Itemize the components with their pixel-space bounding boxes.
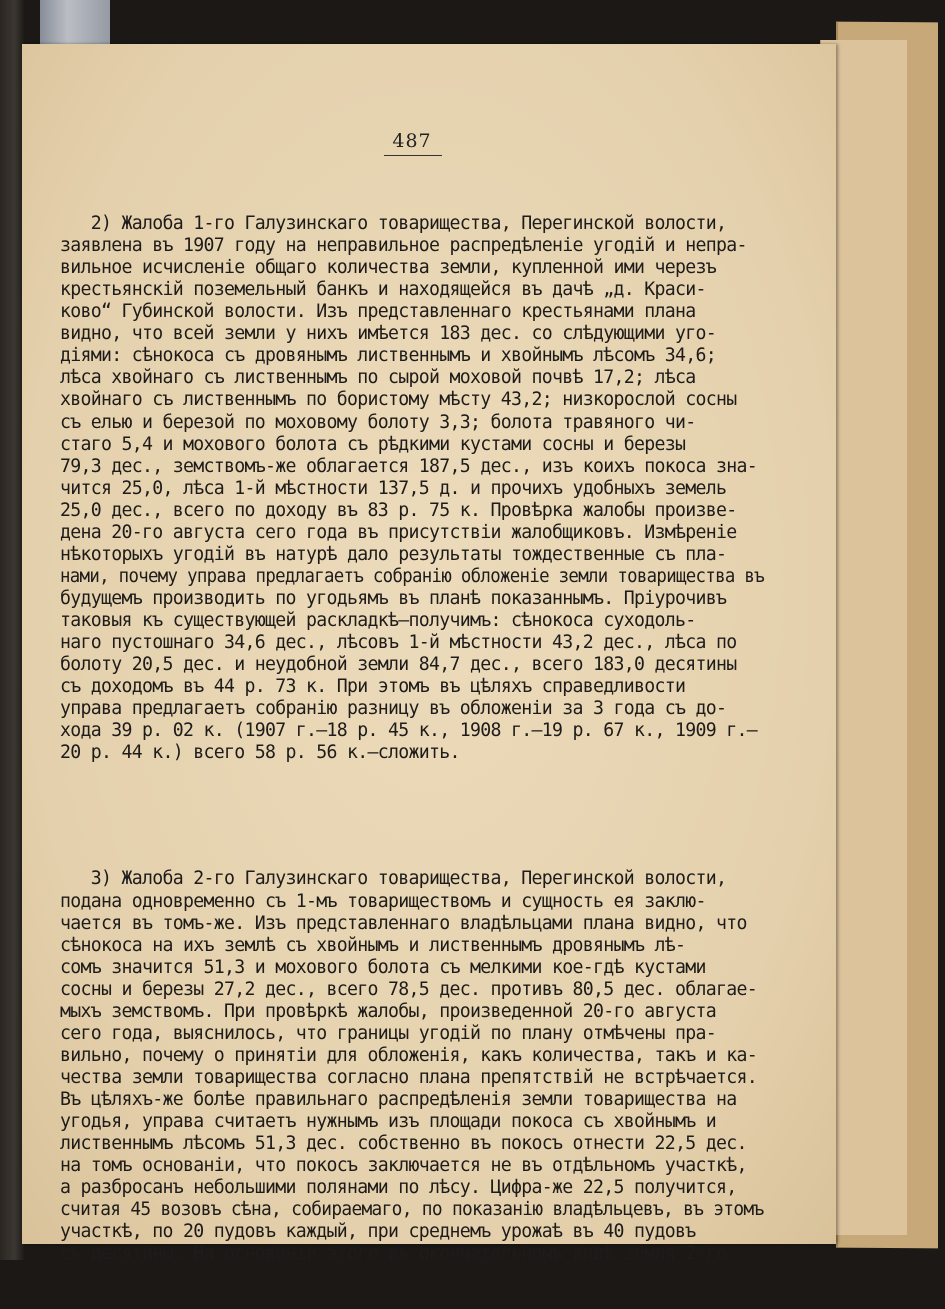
text-line: 20 р. 44 к.) всего 58 р. 56 к.—сложить. bbox=[60, 742, 460, 764]
text-line: сѣнокоса на ихъ землѣ съ хвойнымъ и лиственнымъ дровянымъ лѣ- bbox=[60, 934, 686, 956]
text-line: хода 39 р. 02 к. (1907 г.—18 р. 45 к., 1908 г.—19 р. 67 к., 1909 г.— bbox=[60, 720, 757, 742]
body-text bbox=[60, 169, 764, 1309]
text-line: дена 20-го августа сего года въ присутствіи жалобщиковъ. Измѣреніе bbox=[60, 521, 737, 543]
text-line: сего года, выяснилось, что границы угодій по плану отмѣчены пра- bbox=[60, 1022, 716, 1044]
text-line: съ елью и березой по моховому болоту 3,3; болота травяного чи- bbox=[60, 411, 696, 433]
text-line: угодья, управа считаетъ нужнымъ изъ площади покоса съ хвойнымъ и bbox=[60, 1110, 716, 1132]
paragraph-complaint-3 bbox=[60, 868, 764, 1265]
text-line: мыхъ земствомъ. При провѣркѣ жалобы, произведенной 20-го августа bbox=[60, 1000, 716, 1022]
text-line: стаго 5,4 и мохового болота съ рѣдкими кустами сосны и березы bbox=[60, 433, 686, 455]
text-line: нѣкоторыхъ угодій въ натурѣ дало результаты тождественные съ пла- bbox=[60, 543, 727, 565]
text-line: 3) Жалоба 2-го Галузинскаго товарищества, Перегинской волости, bbox=[60, 868, 727, 890]
text-line: таковыя къ существующей раскладкѣ—получимъ: сѣнокоса суходоль- bbox=[60, 609, 696, 631]
text-line: наго пустошнаго 34,6 дес., лѣсовъ 1-й мѣстности 43,2 дес., лѣса по bbox=[60, 631, 737, 653]
text-line: 2) Жалоба 1-го Галузинскаго товарищества, Перегинской волости, bbox=[60, 213, 727, 235]
text-line: считая 45 возовъ сѣна, собираемаго, по показанію владѣльцевъ, въ этомъ bbox=[60, 1199, 764, 1221]
text-line: крестьянскій поземельный банкъ и находящейся въ дачѣ „д. Краси- bbox=[60, 279, 706, 301]
text-line: съ доходомъ въ 44 р. 73 к. При этомъ въ цѣляхъ справедливости bbox=[60, 676, 686, 698]
text-line: нами, почему управа предлагаетъ собранію обложеніе земли товарищества въ bbox=[60, 565, 764, 587]
text-line: видно, что всей земли у нихъ имѣется 183 дес. со слѣдующими уго- bbox=[60, 323, 716, 345]
text-line: Въ цѣляхъ-же болѣе правильнаго распредѣленія земли товарищества на bbox=[60, 1088, 737, 1110]
text-line: хвойнаго съ лиственнымъ по бористому мѣсту 43,2; низкорослой сосны bbox=[60, 389, 737, 411]
paragraph-complaint-2 bbox=[60, 213, 764, 764]
text-line: лѣса хвойнаго съ лиственнымъ по сырой моховой почвѣ 17,2; лѣса bbox=[60, 367, 696, 389]
text-line: ково“ Губинской волости. Изъ представленнаго крестьянами плана bbox=[60, 301, 696, 323]
text-line: съ десятины. На основаніи этого въ окончательномъ видѣ земля 2-го bbox=[60, 1243, 727, 1265]
page-number: 487 bbox=[22, 130, 802, 152]
text-line: а разбросанъ небольшими полянами по лѣсу. Цифра-же 22,5 получится, bbox=[60, 1177, 737, 1199]
document-page bbox=[22, 44, 836, 1265]
text-line: на томъ основаніи, что покосъ заключается не въ отдѣльномъ участкѣ, bbox=[60, 1155, 747, 1177]
text-line: подана одновременно съ 1-мъ товариществомъ и сущность ея заклю- bbox=[60, 890, 706, 912]
text-line: сомъ значится 51,3 и мохового болота съ мелкими кое-гдѣ кустами bbox=[60, 956, 706, 978]
text-line: 25,0 дес., всего по доходу въ 83 р. 75 к. Провѣрка жалобы произве- bbox=[60, 499, 737, 521]
text-line: чается въ томъ-же. Изъ представленнаго владѣльцами плана видно, что bbox=[60, 912, 747, 934]
text-line: 79,3 дес., земствомъ-же облагается 187,5 дес., изъ коихъ покоса зна- bbox=[60, 455, 757, 477]
text-line: управа предлагаетъ собранію разницу въ обложеніи за 3 года съ до- bbox=[60, 698, 727, 720]
text-line: чится 25,0, лѣса 1-й мѣстности 137,5 д. и прочихъ удобныхъ земель bbox=[60, 477, 727, 499]
text-line: діями: сѣнокоса съ дровянымъ лиственнымъ и хвойнымъ лѣсомъ 34,6; bbox=[60, 345, 716, 367]
text-line: заявлена въ 1907 году на неправильное распредѣленіе угодій и непра- bbox=[60, 235, 747, 257]
text-line: чества земли товарищества согласно плана препятствій не встрѣчается. bbox=[60, 1066, 757, 1088]
text-line: вильное исчисленіе общаго количества земли, купленной ими черезъ bbox=[60, 257, 716, 279]
book-spine bbox=[0, 0, 24, 1260]
text-line: лиственнымъ лѣсомъ 51,3 дес. собственно въ покосъ отнести 22,5 дес. bbox=[60, 1133, 747, 1155]
text-line: участкѣ, по 20 пудовъ каждый, при среднемъ урожаѣ въ 40 пудовъ bbox=[60, 1221, 696, 1243]
paragraph-gap bbox=[60, 808, 764, 824]
text-line: будущемъ производить по угодьямъ въ планѣ показаннымъ. Пріурочивъ bbox=[60, 587, 727, 609]
text-line: вильно, почему о принятіи для обложенія, какъ количества, такъ и ка- bbox=[60, 1044, 757, 1066]
text-line: сосны и березы 27,2 дес., всего 78,5 дес. противъ 80,5 дес. облагае- bbox=[60, 978, 757, 1000]
text-line: болоту 20,5 дес. и неудобной земли 84,7 дес., всего 183,0 десятины bbox=[60, 654, 737, 676]
